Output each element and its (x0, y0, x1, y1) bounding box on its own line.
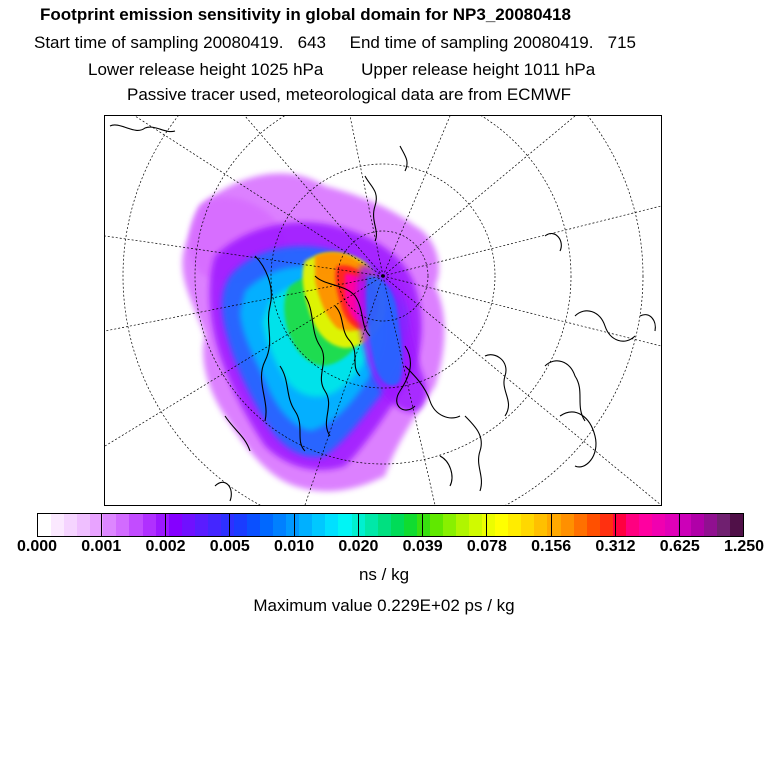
colorbar-segment (221, 514, 234, 536)
colorbar-tick-label: 0.078 (466, 538, 507, 555)
colorbar-segment (730, 514, 743, 536)
polar-map (105, 116, 661, 505)
colorbar-segment (652, 514, 665, 536)
colorbar-segment (38, 514, 51, 536)
colorbar-divider (294, 513, 295, 537)
colorbar-tick-label: 0.039 (402, 538, 443, 555)
colorbar-tick-label: 0.020 (338, 538, 379, 555)
colorbar-segment (325, 514, 338, 536)
map-panel (104, 115, 662, 506)
colorbar-tick-label: 0.312 (595, 538, 636, 555)
tracer-info-line: Passive tracer used, meteorological data are from ECMWF (127, 85, 572, 104)
sensitivity-field (182, 173, 444, 491)
colorbar-segment (234, 514, 247, 536)
colorbar-segment (273, 514, 286, 536)
colorbar-segment (587, 514, 600, 536)
colorbar-segment (143, 514, 156, 536)
colorbar-tick-label: 0.625 (659, 538, 700, 555)
colorbar-segment (508, 514, 521, 536)
release-height-line: Lower release height 1025 hPa Upper release height 1011 hPa (88, 60, 596, 79)
colorbar-tick-label: 0.005 (209, 538, 250, 555)
colorbar-segment (704, 514, 717, 536)
colorbar-segment (77, 514, 90, 536)
colorbar (37, 513, 744, 537)
colorbar-segment (208, 514, 221, 536)
colorbar-segment (691, 514, 704, 536)
colorbar-segment (639, 514, 652, 536)
colorbar-divider (101, 513, 102, 537)
colorbar-segment (469, 514, 482, 536)
colorbar-segment (64, 514, 77, 536)
colorbar-segment (521, 514, 534, 536)
colorbar-segment (417, 514, 430, 536)
colorbar-segment (626, 514, 639, 536)
colorbar-tick-label: 0.000 (16, 538, 58, 555)
colorbar-segment (365, 514, 378, 536)
colorbar-segment (600, 514, 613, 536)
colorbar-segment (312, 514, 325, 536)
map-title: Footprint emission sensitivity in global domain for NP3_20080418 (40, 5, 571, 24)
colorbar-divider (486, 513, 487, 537)
colorbar-segment (391, 514, 404, 536)
colorbar-segment (430, 514, 443, 536)
colorbar-segment (534, 514, 547, 536)
colorbar-segment (169, 514, 182, 536)
colorbar-segment (717, 514, 730, 536)
colorbar-divider (229, 513, 230, 537)
colorbar-segment (561, 514, 574, 536)
colorbar-segment (547, 514, 560, 536)
colorbar-segment (482, 514, 495, 536)
colorbar-divider (551, 513, 552, 537)
colorbar-segment (495, 514, 508, 536)
maximum-value: Maximum value 0.229E+02 ps / kg (253, 596, 515, 615)
colorbar-segment (195, 514, 208, 536)
colorbar-tick-label: 0.001 (81, 538, 122, 555)
colorbar-segment (51, 514, 64, 536)
colorbar-segment (456, 514, 469, 536)
colorbar-segment (404, 514, 417, 536)
colorbar-unit: ns / kg (358, 565, 410, 584)
colorbar-divider (422, 513, 423, 537)
colorbar-divider (615, 513, 616, 537)
colorbar-segment (443, 514, 456, 536)
colorbar-segment (247, 514, 260, 536)
colorbar-segment (129, 514, 142, 536)
colorbar-tick-label: 0.010 (274, 538, 315, 555)
colorbar-segment (116, 514, 129, 536)
sampling-time-line: Start time of sampling 20080419. 643 End time of sampling 20080419. 715 (34, 33, 636, 52)
colorbar-segment (574, 514, 587, 536)
colorbar-segment (665, 514, 678, 536)
colorbar-segment (156, 514, 169, 536)
colorbar-divider (679, 513, 680, 537)
colorbar-tick-label: 0.002 (145, 538, 186, 555)
colorbar-segment (299, 514, 312, 536)
colorbar-divider (358, 513, 359, 537)
colorbar-segment (338, 514, 351, 536)
colorbar-segment (103, 514, 116, 536)
colorbar-segment (182, 514, 195, 536)
colorbar-divider (165, 513, 166, 537)
colorbar-segment (378, 514, 391, 536)
colorbar-segment (260, 514, 273, 536)
colorbar-tick-label: 1.250 (723, 538, 765, 555)
colorbar-tick-label: 0.156 (531, 538, 572, 555)
